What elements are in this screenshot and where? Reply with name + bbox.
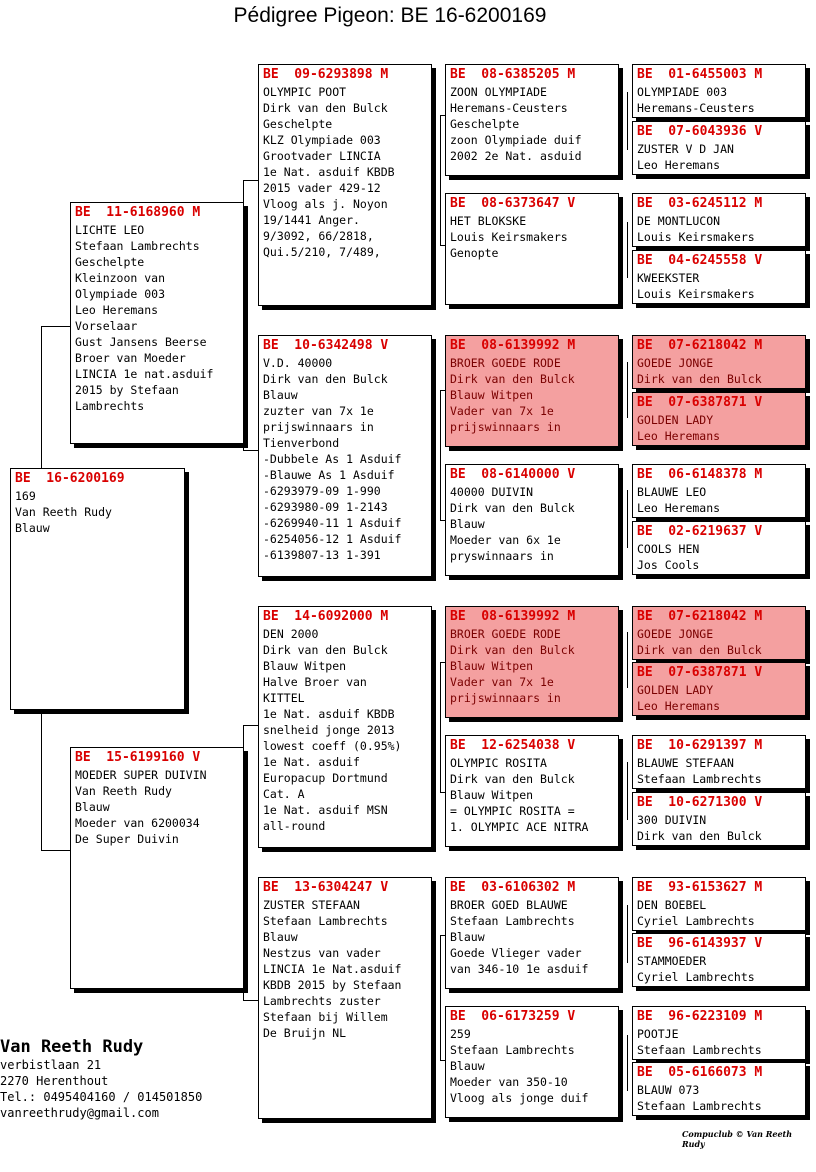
ring-number: BE 07-6387871 V <box>637 395 763 410</box>
ring-number: BE 07-6043936 V <box>637 124 763 139</box>
pigeon-info-line: Blauw <box>15 521 50 535</box>
pigeon-card-gen3 <box>445 735 619 847</box>
pigeon-card-gen3-highlighted <box>445 335 619 447</box>
pigeon-info-line: Nestzus van vader <box>263 946 381 960</box>
pigeon-info-line: 1e Nat. asduif MSN <box>263 803 388 817</box>
pigeon-info-line: Dirk van den Bulck <box>637 372 762 386</box>
pigeon-info-line: DEN 2000 <box>263 627 319 641</box>
pigeon-info-line: Geschelpte <box>75 255 145 269</box>
pigeon-info-line: 259 <box>450 1027 471 1041</box>
pigeon-info-line: Moeder van 350-10 <box>450 1075 568 1089</box>
pigeon-card-gen4-highlighted <box>632 335 806 389</box>
pigeon-info-line: ZUSTER STEFAAN <box>263 898 360 912</box>
pigeon-card-grandmother-maternal <box>258 877 432 1119</box>
ring-number: BE 10-6342498 V <box>263 338 389 353</box>
pigeon-info-line: Cyriel Lambrechts <box>637 914 755 928</box>
pigeon-info-line: prijswinnaars in <box>450 691 561 705</box>
pigeon-info-line: Stefaan Lambrechts <box>450 914 575 928</box>
pigeon-info-line: 9/3092, 66/2818, <box>263 229 374 243</box>
pigeon-info-line: Broer van Moeder <box>75 351 186 365</box>
pigeon-info-line: -Blauwe As 1 Asduif <box>263 468 395 482</box>
ring-number: BE 09-6293898 M <box>263 67 389 82</box>
pigeon-info-line: Blauw <box>450 1059 485 1073</box>
owner-info <box>0 1037 202 1121</box>
pigeon-info-line: -6293980-09 1-2143 <box>263 500 388 514</box>
pigeon-info-line: HET BLOKSKE <box>450 214 527 228</box>
pigeon-card-gen4 <box>632 464 806 518</box>
pigeon-info-line: 300 DUIVIN <box>637 813 707 827</box>
pigeon-info-line: Blauw <box>263 930 298 944</box>
pigeon-info-line: Olympiade 003 <box>75 287 166 301</box>
pigeon-info-line: Heremans-Ceusters <box>637 101 755 115</box>
pigeon-info-line: 2015 by Stefaan <box>75 383 179 397</box>
pigeon-info-line: BROER GOEDE RODE <box>450 627 561 641</box>
ring-number: BE 08-6139992 M <box>450 609 576 624</box>
pigeon-info-line: Leo Heremans <box>637 501 721 515</box>
pigeon-info-line: Moeder van 6200034 <box>75 816 200 830</box>
pigeon-card-gen3 <box>445 64 619 176</box>
pigeon-info-line: all-round <box>263 819 326 833</box>
pigeon-info-line: Geschelpte <box>263 117 333 131</box>
connector-line <box>243 180 259 181</box>
pigeon-info-line: Heremans-Ceusters <box>450 101 568 115</box>
pigeon-info-line: LICHTE LEO <box>75 223 145 237</box>
pigeon-card-gen4 <box>632 1006 806 1060</box>
connector-line <box>41 710 42 850</box>
ring-number: BE 07-6218042 M <box>637 609 763 624</box>
ring-number: BE 08-6373647 V <box>450 196 576 211</box>
pigeon-info-line: Leo Heremans <box>637 699 721 713</box>
pigeon-info-line: Vloog als j. Noyon <box>263 197 388 211</box>
pigeon-info-line: zuzter van 7x 1e <box>263 404 374 418</box>
connector-line <box>627 92 628 150</box>
pigeon-card-gen4-highlighted <box>632 392 806 446</box>
pigeon-info-line: van 346-10 1e asduif <box>450 962 589 976</box>
pigeon-info-line: V.D. 40000 <box>263 356 333 370</box>
ring-number: BE 01-6455003 M <box>637 67 763 82</box>
connector-line <box>243 725 259 726</box>
ring-number: BE 13-6304247 V <box>263 880 389 895</box>
owner-address: verbistlaan 21 <box>0 1058 102 1072</box>
ring-number: BE 07-6387871 V <box>637 665 763 680</box>
pigeon-info-line: Dirk van den Bulck <box>637 643 762 657</box>
pigeon-info-line: Stefaan bij Willem <box>263 1010 388 1024</box>
pigeon-info-line: STAMMOEDER <box>637 954 707 968</box>
pigeon-info-line: 2015 vader 429-12 <box>263 181 381 195</box>
pigeon-card-subject <box>10 468 185 710</box>
pigeon-info-line: KBDB 2015 by Stefaan <box>263 978 402 992</box>
connector-line <box>627 490 628 548</box>
pigeon-card-gen3-highlighted <box>445 606 619 718</box>
pigeon-info-line: lowest coeff (0.95%) <box>263 739 402 753</box>
pigeon-info-line: Qui.5/210, 7/489, <box>263 245 381 259</box>
pigeon-info-line: Van Reeth Rudy <box>15 505 112 519</box>
pigeon-info-line: Blauw <box>75 800 110 814</box>
pigeon-info-line: Blauw Witpen <box>263 659 347 673</box>
connector-line <box>440 935 441 1060</box>
pigeon-info-line: Stefaan Lambrechts <box>75 239 200 253</box>
pigeon-card-grandfather-paternal <box>258 64 432 306</box>
pigeon-info-line: Leo Heremans <box>637 429 721 443</box>
ring-number: BE 96-6143937 V <box>637 936 763 951</box>
ring-number: BE 08-6140000 V <box>450 467 576 482</box>
pigeon-card-gen3 <box>445 464 619 576</box>
pigeon-info-line: snelheid jonge 2013 <box>263 723 395 737</box>
pigeon-info-line: BLAUWE STEFAAN <box>637 756 734 770</box>
pigeon-info-line: Louis Keirsmakers <box>450 230 568 244</box>
ring-number: BE 03-6106302 M <box>450 880 576 895</box>
pigeon-info-line: Blauw Witpen <box>450 659 534 673</box>
pigeon-info-line: Goede Vlieger vader <box>450 946 582 960</box>
pigeon-card-gen4 <box>632 735 806 789</box>
ring-number: BE 10-6291397 M <box>637 738 763 753</box>
pigeon-info-line: Vader van 7x 1e <box>450 404 554 418</box>
pigeon-info-line: Stefaan Lambrechts <box>263 914 388 928</box>
pigeon-info-line: ZUSTER V D JAN <box>637 142 734 156</box>
pigeon-card-gen4-highlighted <box>632 662 806 716</box>
ring-number: BE 96-6223109 M <box>637 1009 763 1024</box>
connector-line <box>627 222 628 278</box>
pigeon-info-line: De Bruijn NL <box>263 1026 347 1040</box>
pigeon-info-line: ZOON OLYMPIADE <box>450 85 547 99</box>
pigeon-info-line: prijswinnaars in <box>263 420 374 434</box>
pigeon-info-line: 1. OLYMPIC ACE NITRA <box>450 820 589 834</box>
pigeon-info-line: Louis Keirsmakers <box>637 287 755 301</box>
connector-line <box>243 450 259 451</box>
ring-number: BE 16-6200169 <box>15 471 125 486</box>
pigeon-info-line: Blauw Witpen <box>450 388 534 402</box>
pigeon-info-line: pryswinnaars in <box>450 549 554 563</box>
pigeon-card-gen4-highlighted <box>632 606 806 660</box>
pigeon-info-line: LINCIA 1e Nat.asduif <box>263 962 402 976</box>
pigeon-info-line: 1e Nat. asduif KBDB <box>263 165 395 179</box>
connector-line <box>627 905 628 963</box>
connector-line <box>440 115 441 245</box>
pigeon-info-line: Louis Keirsmakers <box>637 230 755 244</box>
pigeon-info-line: Stefaan Lambrechts <box>637 1099 762 1113</box>
pigeon-info-line: Vloog als jonge duif <box>450 1091 589 1105</box>
pigeon-info-line: Blauw Witpen <box>450 788 534 802</box>
pigeon-card-gen4 <box>632 64 806 118</box>
ring-number: BE 07-6218042 M <box>637 338 763 353</box>
pigeon-card-mother <box>70 747 244 989</box>
pigeon-info-line: = OLYMPIC ROSITA = <box>450 804 575 818</box>
ring-number: BE 05-6166073 M <box>637 1065 763 1080</box>
pigeon-info-line: Halve Broer van <box>263 675 367 689</box>
pigeon-info-line: Stefaan Lambrechts <box>637 772 762 786</box>
connector-line <box>440 390 441 520</box>
pigeon-info-line: OLYMPIC POOT <box>263 85 347 99</box>
pigeon-info-line: OLYMPIC ROSITA <box>450 756 547 770</box>
ring-number: BE 06-6173259 V <box>450 1009 576 1024</box>
connector-line <box>41 326 42 468</box>
pigeon-info-line: Vader van 7x 1e <box>450 675 554 689</box>
pigeon-info-line: Geschelpte <box>450 117 520 131</box>
pigeon-info-line: Blauw <box>450 517 485 531</box>
pigeon-info-line: LINCIA 1e nat.asduif <box>75 367 214 381</box>
pigeon-info-line: De Super Duivin <box>75 832 179 846</box>
pigeon-info-line: 19/1441 Anger. <box>263 213 360 227</box>
pigeon-info-line: Grootvader LINCIA <box>263 149 381 163</box>
pigeon-info-line: -6293979-09 1-990 <box>263 484 381 498</box>
pigeon-card-gen4 <box>632 877 806 931</box>
owner-name: Van Reeth Rudy <box>0 1037 144 1057</box>
pigeon-card-gen4 <box>632 792 806 846</box>
pigeon-info-line: Dirk van den Bulck <box>263 372 388 386</box>
pigeon-info-line: Europacup Dortmund <box>263 771 388 785</box>
pigeon-card-grandmother-paternal <box>258 335 432 577</box>
pigeon-info-line: -6269940-11 1 Asduif <box>263 516 402 530</box>
ring-number: BE 14-6092000 M <box>263 609 389 624</box>
pigeon-info-line: Dirk van den Bulck <box>637 829 762 843</box>
ring-number: BE 93-6153627 M <box>637 880 763 895</box>
pigeon-info-line: Leo Heremans <box>637 158 721 172</box>
pigeon-info-line: Leo Heremans <box>75 303 159 317</box>
pigeon-info-line: Kleinzoon van <box>75 271 166 285</box>
pigeon-info-line: BROER GOED BLAUWE <box>450 898 568 912</box>
pigeon-info-line: Dirk van den Bulck <box>263 643 388 657</box>
pigeon-info-line: Dirk van den Bulck <box>450 643 575 657</box>
pigeon-card-gen4 <box>632 521 806 575</box>
ring-number: BE 04-6245558 V <box>637 253 763 268</box>
page-title: Pédigree Pigeon: BE 16-6200169 <box>233 4 547 27</box>
connector-line <box>627 762 628 820</box>
pigeon-info-line: -6139807-13 1-391 <box>263 548 381 562</box>
pigeon-info-line: GOEDE JONGE <box>637 356 714 370</box>
pigeon-info-line: Lambrechts zuster <box>263 994 381 1008</box>
pigeon-info-line: zoon Olympiade duif <box>450 133 582 147</box>
pigeon-info-line: GOLDEN LADY <box>637 683 714 697</box>
ring-number: BE 11-6168960 M <box>75 205 201 220</box>
pigeon-card-gen4 <box>632 193 806 247</box>
pigeon-card-grandfather-maternal <box>258 606 432 848</box>
ring-number: BE 12-6254038 V <box>450 738 576 753</box>
pigeon-info-line: COOLS HEN <box>637 542 700 556</box>
pigeon-info-line: 1e Nat. asduif <box>263 755 360 769</box>
ring-number: BE 06-6148378 M <box>637 467 763 482</box>
pigeon-info-line: BLAUWE LEO <box>637 485 707 499</box>
pigeon-info-line: Cat. A <box>263 787 305 801</box>
pigeon-info-line: Vorselaar <box>75 319 138 333</box>
ring-number: BE 10-6271300 V <box>637 795 763 810</box>
owner-phone: Tel.: 0495404160 / 014501850 <box>0 1090 203 1104</box>
pigeon-info-line: 2002 2e Nat. asduid <box>450 149 582 163</box>
pigeon-info-line: DEN BOEBEL <box>637 898 707 912</box>
pigeon-info-line: prijswinnaars in <box>450 420 561 434</box>
pigeon-info-line: Dirk van den Bulck <box>450 772 575 786</box>
connector-line <box>41 326 71 327</box>
pigeon-info-line: Stefaan Lambrechts <box>450 1043 575 1057</box>
pigeon-card-gen4 <box>632 121 806 175</box>
pigeon-info-line: Tienverbond <box>263 436 340 450</box>
pigeon-card-gen4 <box>632 250 806 304</box>
connector-line <box>627 362 628 418</box>
owner-email: vanreethrudy@gmail.com <box>0 1106 159 1120</box>
pigeon-info-line: Blauw <box>263 388 298 402</box>
pigeon-info-line: Dirk van den Bulck <box>450 501 575 515</box>
ring-number: BE 03-6245112 M <box>637 196 763 211</box>
pigeon-info-line: Jos Cools <box>637 558 700 572</box>
pigeon-info-line: 1e Nat. asduif KBDB <box>263 707 395 721</box>
pigeon-card-father <box>70 202 244 444</box>
ring-number: BE 08-6385205 M <box>450 67 576 82</box>
pigeon-info-line: -Dubbele As 1 Asduif <box>263 452 402 466</box>
pigeon-info-line: GOEDE JONGE <box>637 627 714 641</box>
connector-line <box>627 1035 628 1091</box>
pigeon-info-line: Stefaan Lambrechts <box>637 1043 762 1057</box>
ring-number: BE 08-6139992 M <box>450 338 576 353</box>
connector-line <box>627 632 628 688</box>
pigeon-info-line: KLZ Olympiade 003 <box>263 133 381 147</box>
owner-city: 2270 Herenthout <box>0 1074 109 1088</box>
pigeon-card-gen4 <box>632 1062 806 1116</box>
pigeon-info-line: KITTEL <box>263 691 305 705</box>
pigeon-info-line: BROER GOEDE RODE <box>450 356 561 370</box>
pigeon-info-line: POOTJE <box>637 1027 679 1041</box>
pigeon-info-line: Dirk van den Bulck <box>263 101 388 115</box>
pigeon-info-line: Lambrechts <box>75 399 145 413</box>
pigeon-info-line: MOEDER SUPER DUIVIN <box>75 768 207 782</box>
connector-line <box>41 850 71 851</box>
connector-line <box>243 1000 259 1001</box>
pigeon-info-line: Genopte <box>450 246 499 260</box>
pigeon-info-line: Blauw <box>450 930 485 944</box>
connector-line <box>440 662 441 792</box>
pigeon-card-gen3 <box>445 1006 619 1118</box>
pigeon-info-line: -6254056-12 1 Asduif <box>263 532 402 546</box>
pigeon-info-line: Dirk van den Bulck <box>450 372 575 386</box>
pigeon-info-line: KWEEKSTER <box>637 271 700 285</box>
pigeon-card-gen4 <box>632 933 806 987</box>
pigeon-info-line: 169 <box>15 489 36 503</box>
pigeon-info-line: Cyriel Lambrechts <box>637 970 755 984</box>
pigeon-info-line: OLYMPIADE 003 <box>637 85 728 99</box>
pigeon-info-line: BLAUW 073 <box>637 1083 700 1097</box>
pigeon-info-line: Moeder van 6x 1e <box>450 533 561 547</box>
ring-number: BE 15-6199160 V <box>75 750 201 765</box>
pigeon-info-line: Gust Jansens Beerse <box>75 335 207 349</box>
pigeon-card-gen3 <box>445 877 619 989</box>
pigeon-info-line: 40000 DUIVIN <box>450 485 534 499</box>
footer-credit: Compuclub © Van Reeth Rudy <box>682 1129 793 1149</box>
pigeon-info-line: GOLDEN LADY <box>637 413 714 427</box>
pigeon-info-line: Van Reeth Rudy <box>75 784 172 798</box>
pigeon-info-line: DE MONTLUCON <box>637 214 721 228</box>
ring-number: BE 02-6219637 V <box>637 524 763 539</box>
pigeon-card-gen3 <box>445 193 619 305</box>
